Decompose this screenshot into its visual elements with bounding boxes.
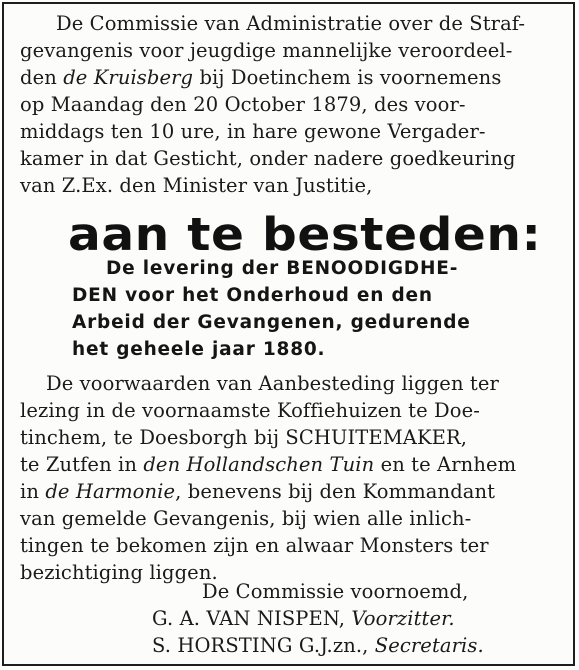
secretary-name: S. HORSTING G.J.zn., bbox=[152, 634, 369, 657]
headline: aan te besteden: bbox=[68, 208, 542, 261]
conditions-line-5-post: , benevens bij den Kommandant bbox=[175, 480, 496, 503]
signature-person-1 bbox=[152, 608, 455, 630]
intro-line-6: kamer in dat Gesticht, onder nadere goedkeuring bbox=[20, 147, 516, 170]
venue-harmonie: de Harmonie bbox=[45, 480, 176, 503]
intro-line-4: op Maandag den 20 October 1879, des voor- bbox=[20, 93, 466, 116]
institution-name: de Kruisberg bbox=[63, 66, 194, 89]
venue-tuin: den Hollandschen Tuin bbox=[143, 453, 375, 476]
secretary-role: Secretaris. bbox=[374, 634, 484, 657]
conditions-line-4-post: en te Arnhem bbox=[380, 453, 517, 476]
signature-person-2 bbox=[152, 635, 484, 657]
conditions-line-4-pre: te Zutfen in bbox=[20, 453, 138, 476]
conditions-line-3: tinchem, te Doesborgh bij SCHUITEMAKER, bbox=[20, 426, 468, 449]
conditions-line-6: van gemelde Gevangenis, bij wien alle inlich- bbox=[20, 507, 472, 530]
intro-line-3-post: bij Doetinchem is voornemens bbox=[199, 66, 502, 89]
subject-line-1: De levering der BENOODIGDHE- bbox=[106, 258, 459, 279]
signature-closing: De Commissie voornoemd, bbox=[202, 580, 469, 603]
conditions-line-2: lezing in de voornaamste Koffiehuizen te Doe- bbox=[20, 399, 480, 422]
subject-line-4: het geheele jaar 1880. bbox=[72, 339, 326, 360]
conditions-line-1: De voorwaarden van Aanbesteding liggen ter bbox=[46, 372, 499, 395]
subject-line-3: Arbeid der Gevangenen, gedurende bbox=[72, 312, 471, 333]
advertisement-page bbox=[2, 2, 575, 666]
intro-line-3 bbox=[20, 67, 501, 89]
chairman-role: Voorzitter. bbox=[351, 607, 455, 630]
intro-line-2: gevangenis voor jeugdige mannelijke veroordeel- bbox=[20, 39, 513, 62]
conditions-line-4 bbox=[20, 454, 516, 476]
conditions-line-5 bbox=[20, 481, 495, 503]
intro-line-7: van Z.Ex. den Minister van Justitie, bbox=[20, 174, 373, 197]
chairman-name: G. A. VAN NISPEN, bbox=[152, 607, 346, 630]
conditions-line-5-pre: in bbox=[20, 480, 39, 503]
conditions-line-7: tingen te bekomen zijn en alwaar Monsters ter bbox=[20, 534, 489, 557]
intro-line-1: De Commissie van Administratie over de Straf- bbox=[56, 12, 526, 35]
conditions-line-8: bezichtiging liggen. bbox=[20, 561, 218, 584]
intro-line-5: middags ten 10 ure, in hare gewone Vergader- bbox=[20, 120, 486, 143]
intro-line-3-pre: den bbox=[20, 66, 57, 89]
subject-line-2: DEN voor het Onderhoud en den bbox=[72, 285, 433, 306]
